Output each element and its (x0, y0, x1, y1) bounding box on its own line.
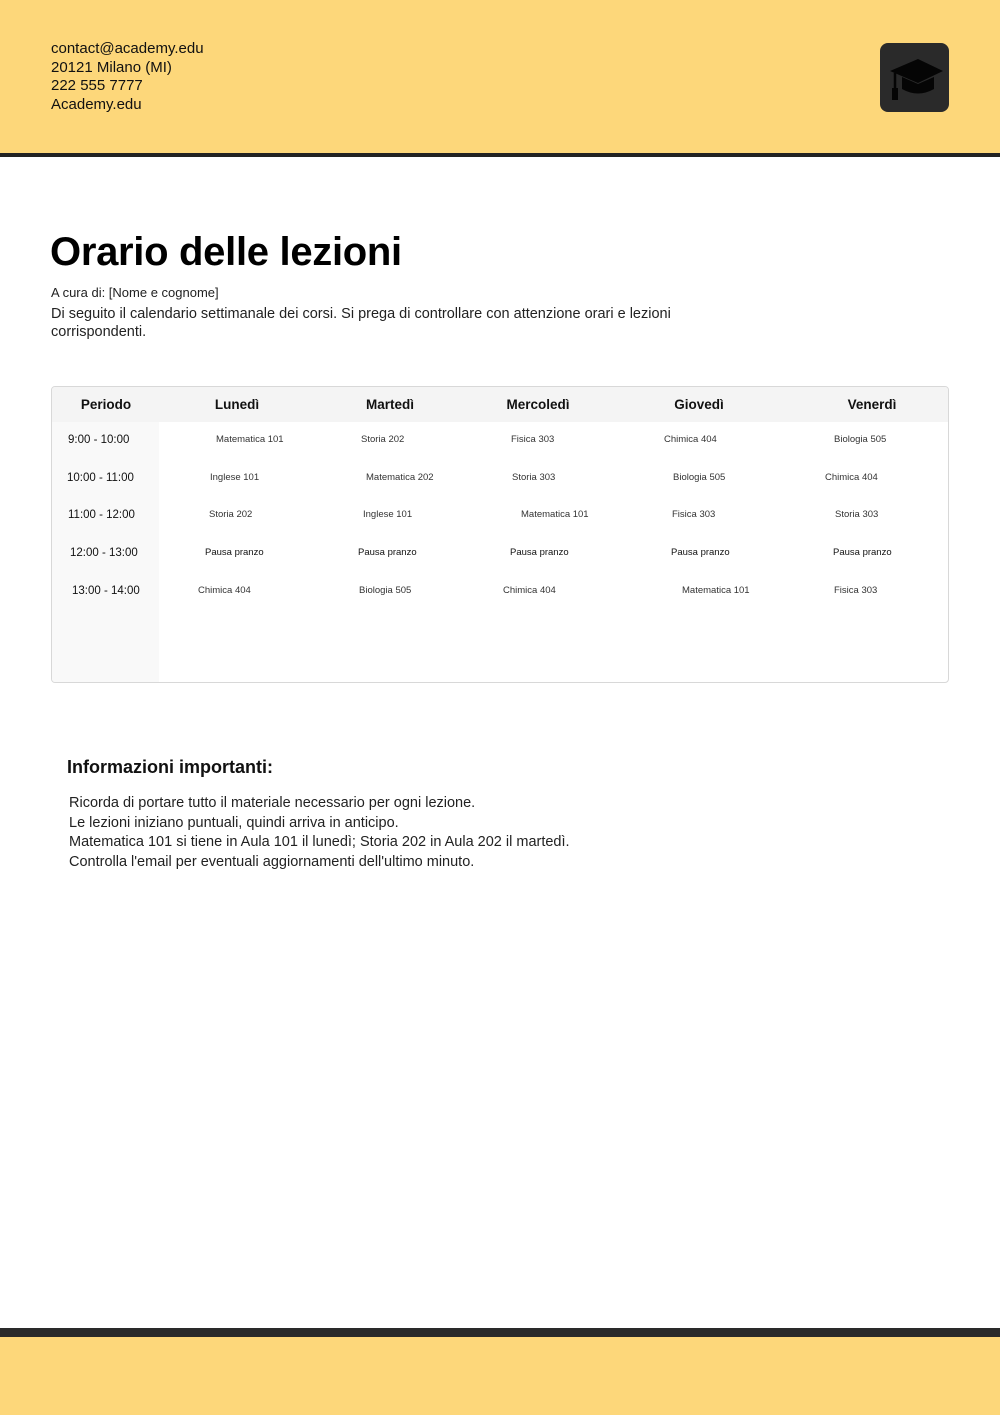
contact-email[interactable]: contact@academy.edu (51, 40, 204, 57)
intro-text: Di seguito il calendario settimanale dei corsi. Si prega di controllare con attenzione orari e lezioni corrispondenti. (51, 306, 671, 340)
author-line: A cura di: [Nome e cognome] (51, 285, 219, 300)
period-cell: 11:00 - 12:00 (68, 509, 135, 521)
header-tuesday: Martedì (365, 397, 415, 412)
lesson-cell: Storia 202 (209, 509, 253, 520)
page-title: Orario delle lezioni (50, 230, 402, 274)
lesson-cell: Storia 202 (361, 434, 405, 445)
lesson-cell: Inglese 101 (210, 472, 260, 483)
schedule-header-row (52, 387, 948, 422)
contact-website[interactable]: Academy.edu (51, 95, 142, 113)
contact-phone[interactable]: 222 555 7777 (51, 77, 143, 94)
contact-address: 20121 Milano (MI) (51, 58, 172, 76)
contact-block (51, 40, 204, 114)
lesson-cell: Biologia 505 (359, 585, 412, 596)
info-item: Le lezioni iniziano puntuali, quindi arriva in anticipo. (69, 814, 399, 831)
footer-divider (0, 1328, 1000, 1337)
header-wednesday: Mercoledì (506, 397, 570, 412)
lesson-cell: Biologia 505 (834, 434, 887, 445)
period-cell: 9:00 - 10:00 (68, 434, 130, 446)
lesson-cell: Fisica 303 (511, 434, 555, 445)
lesson-cell: Storia 303 (512, 472, 556, 483)
lunch-break-cell: Pausa pranzo (205, 547, 264, 558)
lunch-break-cell: Pausa pranzo (671, 547, 730, 558)
lesson-cell: Chimica 404 (503, 585, 556, 596)
graduation-cap-icon (886, 49, 944, 107)
header-period: Periodo (80, 397, 132, 412)
period-cell: 13:00 - 14:00 (72, 585, 140, 597)
lesson-cell: Matematica 101 (521, 509, 589, 520)
info-heading: Informazioni importanti: (67, 757, 273, 777)
header-divider (0, 153, 1000, 157)
lesson-cell: Chimica 404 (664, 434, 717, 445)
lesson-cell: Matematica 202 (366, 472, 434, 483)
lunch-break-cell: Pausa pranzo (833, 547, 892, 558)
info-item: Ricorda di portare tutto il materiale necessario per ogni lezione. (69, 795, 476, 811)
lesson-cell: Storia 303 (835, 509, 879, 520)
header-monday: Lunedì (214, 397, 260, 412)
info-item: Matematica 101 si tiene in Aula 101 il lunedì; Storia 202 in Aula 202 il martedì. (69, 834, 570, 850)
footer-band (0, 1337, 1000, 1415)
lunch-break-cell: Pausa pranzo (358, 547, 417, 558)
lesson-cell: Fisica 303 (834, 585, 878, 596)
lesson-cell: Matematica 101 (216, 434, 284, 445)
lesson-cell: Fisica 303 (672, 509, 716, 520)
header-thursday: Giovedì (674, 397, 724, 412)
lunch-break-cell: Pausa pranzo (510, 547, 569, 558)
schedule-table (51, 386, 949, 683)
lesson-cell: Matematica 101 (682, 585, 750, 596)
lesson-cell: Chimica 404 (825, 472, 878, 483)
info-list (69, 794, 570, 872)
lesson-cell: Biologia 505 (673, 472, 726, 483)
info-item: Controlla l'email per eventuali aggiornamenti dell'ultimo minuto. (69, 853, 475, 870)
period-cell: 12:00 - 13:00 (70, 547, 138, 559)
header-friday: Venerdì (847, 397, 897, 412)
lesson-cell: Chimica 404 (198, 585, 251, 596)
logo (880, 43, 949, 112)
lesson-cell: Inglese 101 (363, 509, 413, 520)
period-cell: 10:00 - 11:00 (67, 472, 134, 484)
